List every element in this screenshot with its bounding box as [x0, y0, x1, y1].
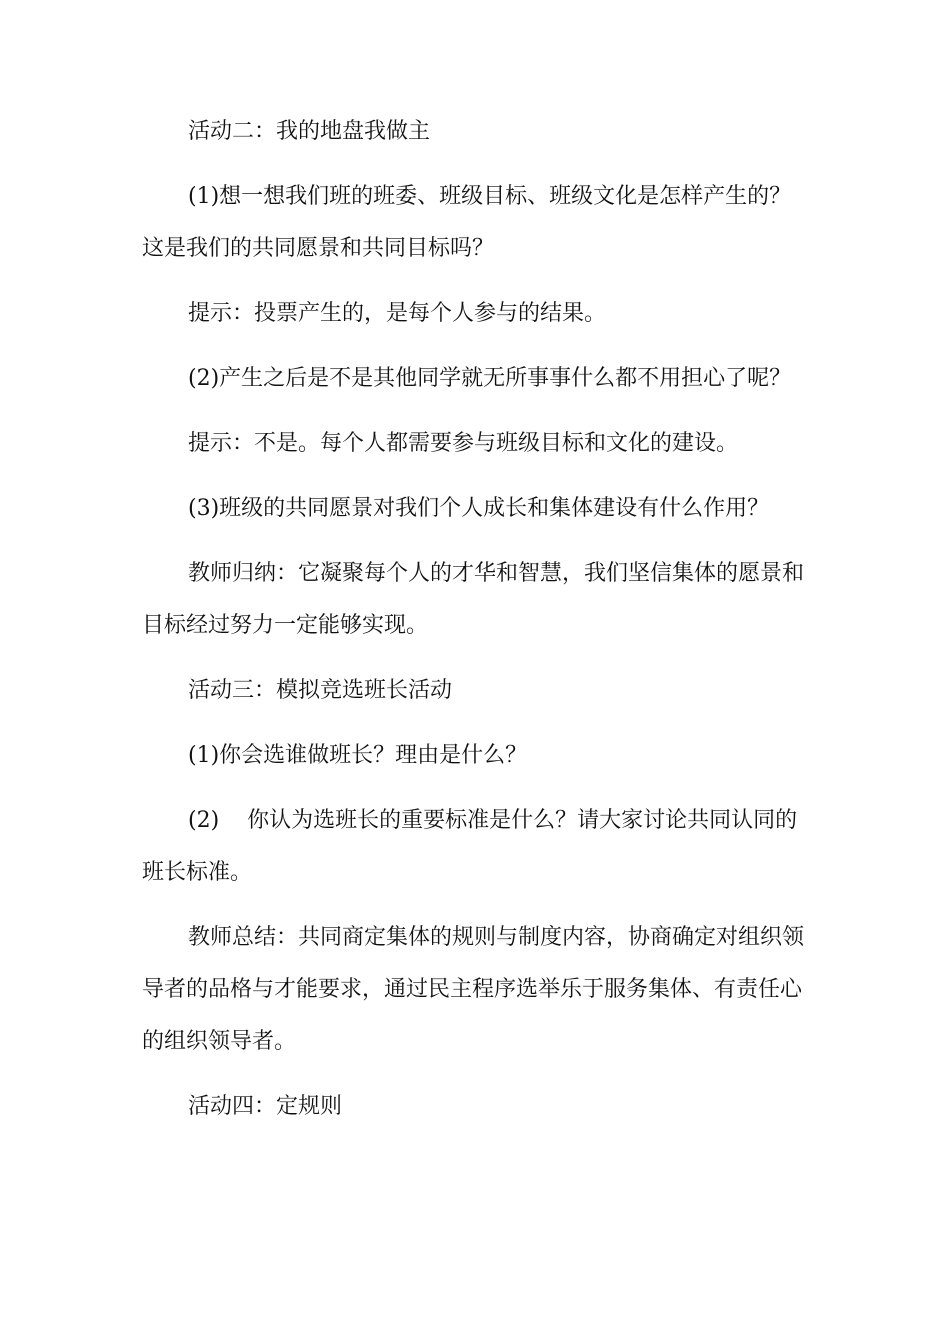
- question-1: (1)想一想我们班的班委、班级目标、班级文化是怎样产生的？这是我们的共同愿景和共同目标吗？: [142, 184, 792, 261]
- teacher-summary-1: 教师归纳：它凝聚每个人的才华和智慧，我们坚信集体的愿景和目标经过努力一定能够实现。: [142, 561, 805, 638]
- question-2: (2)产生之后是不是其他同学就无所事事什么都不用担心了呢？: [188, 366, 792, 391]
- teacher-summary-2: 教师总结：共同商定集体的规则与制度内容，协商确定对组织领导者的品格与才能要求，通过民主程序选举乐于服务集体、有责任心的组织领导者。: [142, 925, 805, 1054]
- activity-3-question-1: (1)你会选谁做班长？理由是什么？: [188, 743, 528, 768]
- heading-activity-3: 活动三：模拟竞选班长活动: [188, 678, 453, 703]
- heading-activity-4: 活动四：定规则: [188, 1094, 343, 1119]
- question-3: (3)班级的共同愿景对我们个人成长和集体建设有什么作用？: [188, 496, 770, 521]
- hint-1: 提示：投票产生的，是每个人参与的结果。: [188, 301, 607, 326]
- hint-2: 提示：不是。每个人都需要参与班级目标和文化的建设。: [188, 431, 739, 456]
- document-body: [142, 106, 808, 1146]
- heading-activity-2: 活动二：我的地盘我做主: [188, 119, 431, 144]
- activity-3-question-2: (2) 你认为选班长的重要标准是什么？请大家讨论共同认同的班长标准。: [142, 808, 798, 885]
